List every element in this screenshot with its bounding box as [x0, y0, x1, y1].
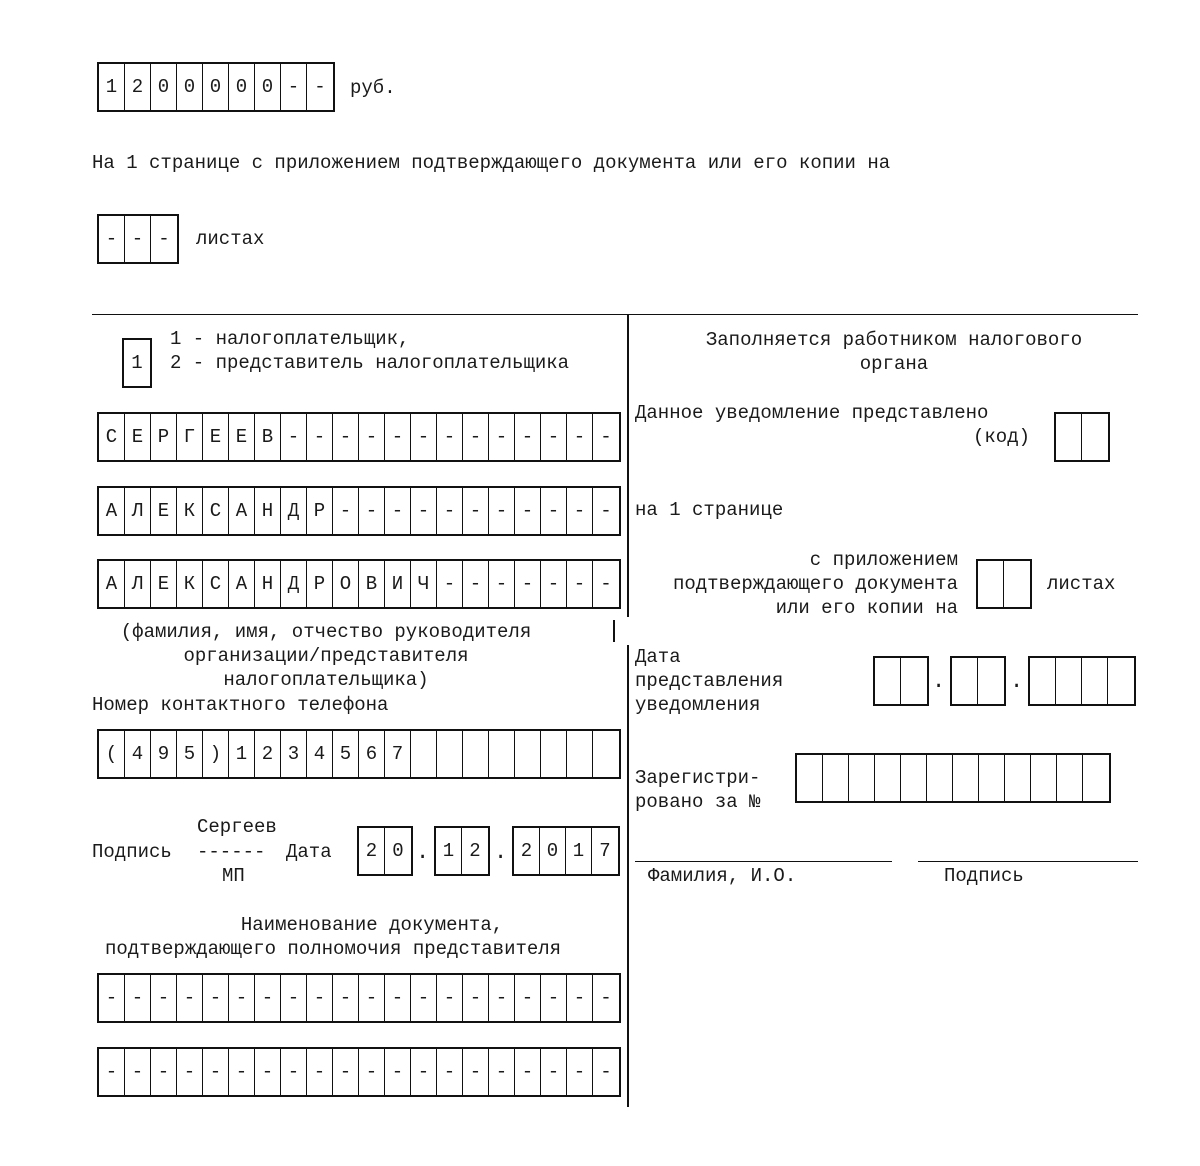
char-cell: -	[600, 1061, 612, 1083]
char-cell	[1082, 414, 1108, 460]
char-cell: 7	[599, 840, 611, 862]
char-cell: 3	[281, 731, 307, 777]
char-cell: -	[411, 414, 437, 460]
char-cell: -	[463, 1049, 489, 1095]
column-divider-lower	[627, 645, 629, 1107]
char-cell: -	[359, 975, 385, 1021]
char-cell: -	[177, 1049, 203, 1095]
char-cell: -	[307, 975, 333, 1021]
char-cell: -	[99, 1049, 125, 1095]
char-cell: Д	[281, 561, 307, 607]
char-cell	[437, 731, 463, 777]
char-cell: В	[255, 414, 281, 460]
char-cell: В	[359, 561, 385, 607]
char-cell: -	[229, 1049, 255, 1095]
char-cell: -	[255, 975, 281, 1021]
char-cell: 0	[255, 64, 281, 110]
name-caption-1: (фамилия, имя, отчество руководителя	[120, 621, 532, 643]
sheets-cells	[97, 214, 179, 264]
char-cell: К	[177, 488, 203, 534]
char-cell: -	[229, 975, 255, 1021]
char-cell: -	[515, 488, 541, 534]
char-cell: 2	[359, 828, 385, 874]
signer-type-cell	[122, 338, 152, 388]
char-cell: Р	[307, 561, 333, 607]
char-cell	[1108, 658, 1134, 704]
char-cell: Ч	[411, 561, 437, 607]
name-caption-3: налогоплательщика)	[223, 669, 429, 691]
char-cell: Н	[255, 488, 281, 534]
registration-number-cells	[795, 753, 1111, 803]
attach-label-3: или его копии на	[775, 597, 958, 619]
char-cell: -	[463, 414, 489, 460]
rep-doc-title-2: подтверждающего полномочия представителя	[105, 938, 562, 960]
char-cell	[411, 731, 437, 777]
char-cell: -	[463, 975, 489, 1021]
char-cell: -	[600, 987, 612, 1009]
char-cell	[797, 755, 823, 801]
char-cell: (	[99, 731, 125, 777]
char-cell: -	[437, 414, 463, 460]
signature-label: Подпись	[92, 841, 172, 863]
signer-name: Сергеев	[197, 816, 277, 838]
amount-cells	[97, 62, 335, 112]
submission-date-label-2: представления	[635, 670, 784, 692]
char-cell: )	[203, 731, 229, 777]
char-cell	[1004, 561, 1030, 607]
char-cell: 1	[229, 731, 255, 777]
char-cell	[567, 731, 593, 777]
char-cell: -	[489, 488, 515, 534]
char-cell: -	[411, 975, 437, 1021]
on-pages-label: на 1 странице	[635, 499, 784, 521]
char-cell: 2	[514, 828, 540, 874]
registration-label-1: Зарегистри-	[635, 767, 761, 789]
char-cell: Л	[125, 561, 151, 607]
char-cell: -	[489, 975, 515, 1021]
char-cell: Р	[307, 488, 333, 534]
char-cell: -	[281, 64, 307, 110]
char-cell: -	[515, 1049, 541, 1095]
char-cell: -	[307, 414, 333, 460]
char-cell: 2	[255, 731, 281, 777]
rep-doc-row-1	[97, 973, 621, 1023]
char-cell: -	[385, 975, 411, 1021]
char-cell: -	[515, 975, 541, 1021]
char-cell: -	[541, 1049, 567, 1095]
char-cell: 4	[125, 731, 151, 777]
char-cell	[1082, 658, 1108, 704]
name-caption-2: организации/представителя	[183, 645, 469, 667]
char-cell: -	[333, 1049, 359, 1095]
attach-sheets-label: листах	[1047, 573, 1116, 595]
char-cell: 1	[131, 352, 143, 374]
char-cell: 0	[203, 64, 229, 110]
char-cell: А	[229, 488, 255, 534]
char-cell	[1005, 755, 1031, 801]
char-cell: К	[177, 561, 203, 607]
char-cell: Д	[281, 488, 307, 534]
char-cell: 0	[540, 828, 566, 874]
char-cell: -	[359, 1049, 385, 1095]
char-cell: -	[307, 1049, 333, 1095]
sign-date-year	[512, 826, 620, 876]
char-cell: -	[600, 500, 612, 522]
char-cell	[489, 731, 515, 777]
char-cell: О	[333, 561, 359, 607]
registration-label-2: ровано за №	[635, 791, 761, 813]
column-divider-mid	[613, 620, 615, 642]
char-cell: -	[125, 216, 151, 262]
char-cell: 6	[359, 731, 385, 777]
signer-option-2: 2 - представитель налогоплательщика	[170, 352, 570, 374]
submitted-code-label: (код)	[973, 426, 1031, 448]
char-cell: 2	[125, 64, 151, 110]
char-cell: -	[281, 1049, 307, 1095]
char-cell: -	[437, 488, 463, 534]
char-cell: -	[151, 975, 177, 1021]
char-cell	[1083, 755, 1109, 801]
phone-cells	[97, 729, 621, 779]
char-cell: -	[203, 975, 229, 1021]
char-cell: -	[385, 1049, 411, 1095]
char-cell: -	[541, 488, 567, 534]
char-cell: -	[411, 488, 437, 534]
fio-signature-line	[635, 861, 892, 862]
amount-unit: руб.	[350, 77, 396, 99]
submission-date-day	[873, 656, 929, 706]
char-cell: 7	[385, 731, 411, 777]
char-cell: -	[541, 561, 567, 607]
char-cell: -	[541, 975, 567, 1021]
rep-doc-title-1: Наименование документа,	[240, 914, 504, 936]
date-separator: .	[416, 840, 430, 865]
char-cell: -	[463, 561, 489, 607]
char-cell: Р	[151, 414, 177, 460]
char-cell: 0	[151, 64, 177, 110]
char-cell: -	[177, 975, 203, 1021]
char-cell: -	[437, 1049, 463, 1095]
signer-option-1: 1 - налогоплательщик,	[170, 328, 410, 350]
sheets-label: листах	[196, 228, 265, 250]
char-cell	[1030, 658, 1056, 704]
fio-label: Фамилия, И.О.	[648, 865, 797, 887]
sign-date-month	[434, 826, 490, 876]
char-cell: И	[385, 561, 411, 607]
char-cell	[978, 561, 1004, 607]
submitted-code-cells	[1054, 412, 1110, 462]
submission-date-label-3: уведомления	[635, 694, 761, 716]
char-cell: -	[158, 228, 170, 250]
char-cell	[979, 755, 1005, 801]
char-cell: Е	[203, 414, 229, 460]
char-cell: 1	[436, 828, 462, 874]
char-cell: Е	[151, 561, 177, 607]
char-cell	[541, 731, 567, 777]
char-cell	[463, 731, 489, 777]
char-cell: 1	[99, 64, 125, 110]
date-separator: .	[932, 669, 946, 694]
attach-label-2: подтверждающего документа	[672, 573, 958, 595]
submission-date-month	[950, 656, 1006, 706]
char-cell	[1056, 658, 1082, 704]
officer-signature-line	[918, 861, 1138, 862]
char-cell: -	[515, 561, 541, 607]
pages-line: На 1 странице с приложением подтверждающего документа или его копии на	[92, 152, 891, 174]
char-cell	[593, 731, 619, 777]
char-cell	[823, 755, 849, 801]
char-cell: 4	[307, 731, 333, 777]
date-separator: .	[1010, 669, 1024, 694]
first-name-cells	[97, 486, 621, 536]
char-cell: -	[489, 1049, 515, 1095]
char-cell: С	[203, 488, 229, 534]
char-cell: С	[203, 561, 229, 607]
char-cell	[952, 658, 978, 704]
char-cell	[1056, 414, 1082, 460]
char-cell: -	[385, 488, 411, 534]
char-cell: -	[125, 975, 151, 1021]
stamp-label: МП	[222, 865, 245, 887]
char-cell: А	[99, 561, 125, 607]
attach-sheets-cells	[976, 559, 1032, 609]
char-cell: 2	[469, 840, 481, 862]
char-cell: -	[411, 1049, 437, 1095]
char-cell: -	[515, 414, 541, 460]
char-cell: -	[385, 414, 411, 460]
char-cell: -	[567, 975, 593, 1021]
section-divider	[92, 314, 1138, 315]
char-cell: -	[600, 426, 612, 448]
signature-dashes: ------	[197, 841, 266, 863]
sign-date-day	[357, 826, 413, 876]
char-cell: Е	[125, 414, 151, 460]
char-cell: -	[99, 975, 125, 1021]
char-cell: -	[125, 1049, 151, 1095]
char-cell: Г	[177, 414, 203, 460]
char-cell: -	[359, 488, 385, 534]
char-cell	[875, 755, 901, 801]
phone-label: Номер контактного телефона	[92, 694, 389, 716]
char-cell: -	[281, 975, 307, 1021]
char-cell: Л	[125, 488, 151, 534]
char-cell: Е	[229, 414, 255, 460]
char-cell: -	[333, 414, 359, 460]
char-cell: -	[437, 561, 463, 607]
char-cell: Н	[255, 561, 281, 607]
char-cell: А	[229, 561, 255, 607]
char-cell: -	[567, 414, 593, 460]
date-separator: .	[494, 840, 508, 865]
char-cell: -	[281, 414, 307, 460]
patronymic-cells	[97, 559, 621, 609]
char-cell	[901, 658, 927, 704]
char-cell: 1	[566, 828, 592, 874]
char-cell: -	[489, 561, 515, 607]
char-cell: -	[463, 488, 489, 534]
char-cell: 0	[177, 64, 203, 110]
char-cell	[953, 755, 979, 801]
char-cell	[875, 658, 901, 704]
char-cell	[978, 658, 1004, 704]
char-cell: -	[314, 76, 326, 98]
char-cell: 0	[392, 840, 404, 862]
char-cell: -	[151, 1049, 177, 1095]
char-cell: -	[567, 1049, 593, 1095]
char-cell	[901, 755, 927, 801]
officer-signature-label: Подпись	[944, 865, 1024, 887]
rep-doc-row-2	[97, 1047, 621, 1097]
submission-date-year	[1028, 656, 1136, 706]
char-cell: -	[359, 414, 385, 460]
char-cell	[1031, 755, 1057, 801]
char-cell: 5	[177, 731, 203, 777]
char-cell: -	[203, 1049, 229, 1095]
char-cell	[849, 755, 875, 801]
surname-cells	[97, 412, 621, 462]
char-cell: -	[567, 561, 593, 607]
submission-date-label-1: Дата	[635, 646, 681, 668]
char-cell	[1057, 755, 1083, 801]
char-cell: А	[99, 488, 125, 534]
char-cell: -	[437, 975, 463, 1021]
char-cell: Е	[151, 488, 177, 534]
char-cell: С	[99, 414, 125, 460]
char-cell: 0	[229, 64, 255, 110]
char-cell: -	[99, 216, 125, 262]
date-label: Дата	[286, 841, 332, 863]
char-cell: -	[567, 488, 593, 534]
char-cell: -	[333, 975, 359, 1021]
char-cell	[515, 731, 541, 777]
char-cell: -	[541, 414, 567, 460]
char-cell: -	[489, 414, 515, 460]
char-cell: -	[255, 1049, 281, 1095]
submitted-label: Данное уведомление представлено	[635, 402, 989, 424]
tax-office-header-1: Заполняется работником налогового	[705, 329, 1083, 351]
char-cell	[927, 755, 953, 801]
char-cell: 5	[333, 731, 359, 777]
attach-label-1: с приложением	[809, 549, 958, 571]
char-cell: -	[333, 488, 359, 534]
tax-office-header-2: органа	[859, 353, 929, 375]
char-cell: 9	[151, 731, 177, 777]
char-cell: -	[600, 573, 612, 595]
